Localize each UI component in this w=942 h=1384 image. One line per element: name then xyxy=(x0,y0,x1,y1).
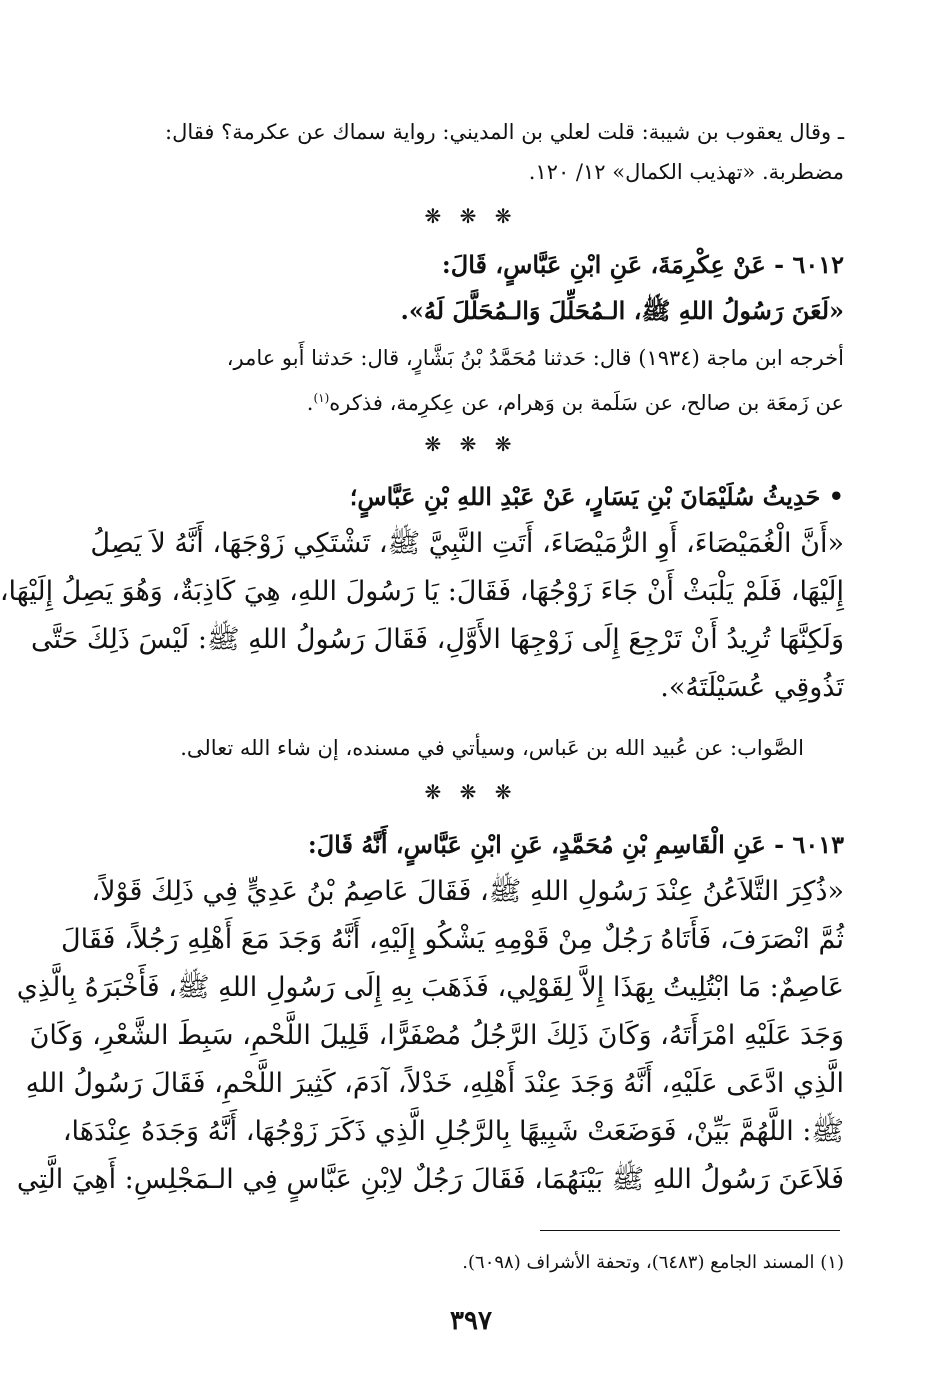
hadith-6013-line-1: «ذُكِرَ التَّلاَعُنُ عِنْدَ رَسُولِ اللهِ ﷺ، فَقَالَ عَاصِمُ بْنُ عَدِيٍّ فِي ذَلِكَ قَوْلاً، xyxy=(91,876,844,907)
intro-note-line-1: ـ وقال يعقوب بن شيبة: قلت لعلي بن المديني: رواية سماك عن عكرمة؟ فقال: xyxy=(165,120,844,144)
footnote-divider xyxy=(540,1230,840,1231)
hadith-6013-line-2: ثُمَّ انْصَرَفَ، فَأَتَاهُ رَجُلٌ مِنْ قَوْمِهِ يَشْكُو إِلَيْهِ، أَنَّهُ وَجَدَ مَعَ أَهْلِهِ رَجُلاً، فَقَالَ xyxy=(61,924,844,955)
hadith-6012-takhrij xyxy=(100,338,844,423)
hadith-6013-line-6: ﷺ: اللَّهُمَّ بَيِّنْ، فَوَضَعَتْ شَبِيهًا بِالرَّجُلِ الَّذِي ذَكَرَ زَوْجُهَا، أَنَّهُ وَجَدَهُ عِنْدَهَا، xyxy=(62,1116,844,1147)
hadith-6012-heading: ٦٠١٢ - عَنْ عِكْرِمَةَ، عَنِ ابْنِ عَبَّاسٍ، قَالَ: xyxy=(441,250,844,279)
footnote: (١) المسند الجامع (٦٤٨٣)، وتحفة الأشراف (٦٠٩٨). xyxy=(462,1252,844,1273)
sulayman-hadith xyxy=(0,474,844,712)
section-separator-1: ❋ ❋ ❋ xyxy=(424,204,518,228)
section-separator-2: ❋ ❋ ❋ xyxy=(424,432,518,456)
hadith-6013-line-5: الَّذِي ادَّعَى عَلَيْهِ، أَنَّهُ وَجَدَ عِنْدَ أَهْلِهِ، خَدْلاً، آدَمَ، كَثِيرَ اللَّحْمِ، فَقَالَ رَسُولُ اللهِ xyxy=(25,1068,844,1099)
hadith-6012 xyxy=(100,242,844,334)
hadith-6013-heading: ٦٠١٣ - عَنِ الْقَاسِمِ بْنِ مُحَمَّدٍ، عَنِ ابْنِ عَبَّاسٍ، أَنَّهُ قَالَ: xyxy=(307,830,844,859)
hadith-6013-line-3: عَاصِمٌ: مَا ابْتُلِيتُ بِهَذَا إِلاَّ لِقَوْلِي، فَذَهَبَ بِهِ إِلَى رَسُولِ اللهِ ﷺ، فَأَخْبَرَهُ بِالَّذِي xyxy=(16,972,844,1003)
intro-note xyxy=(100,112,844,192)
sulayman-heading: • حَدِيثُ سُلَيْمَانَ بْنِ يَسَارٍ، عَنْ عَبْدِ اللهِ بْنِ عَبَّاسٍ؛ xyxy=(349,482,844,511)
sulayman-line-2: إِلَيْهَا، فَلَمْ يَلْبَثْ أَنْ جَاءَ زَوْجُهَا، فَقَالَ: يَا رَسُولَ اللهِ، هِيَ كَاذِبَةٌ، وَهُوَ يَصِلُ إِلَيْهَا، xyxy=(0,576,844,607)
page-number: ٣٩٧ xyxy=(450,1306,492,1336)
sulayman-line-4: تَذُوقِي عُسَيْلَتَهُ». xyxy=(660,672,844,703)
footnote-reference: (١) xyxy=(313,391,330,405)
correction-note xyxy=(100,728,844,768)
hadith-6013-line-7: فَلاَعَنَ رَسُولُ اللهِ ﷺ بَيْنَهُمَا، فَقَالَ رَجُلٌ لاِبْنِ عَبَّاسٍ فِي الـمَجْلِسِ: أَهِيَ الَّتِي xyxy=(16,1164,844,1195)
intro-note-line-2: مضطربة. «تهذيب الكمال» ١٢/ ١٢٠. xyxy=(528,160,844,184)
hadith-6013 xyxy=(16,822,844,1204)
correction-line: الصَّواب: عن عُبيد الله بن عَباس، وسيأتي في مسنده، إن شاء الله تعالى. xyxy=(180,736,804,760)
takhrij-line-2: عن زَمعَة بن صالح، عن سَلَمة بن وَهرام، عن عِكرِمة، فذكره$^{(١)}$. xyxy=(306,391,844,415)
hadith-6013-line-4: وَجَدَ عَلَيْهِ امْرَأَتَهُ، وَكَانَ ذَلِكَ الرَّجُلُ مُصْفَرًّا، قَلِيلَ اللَّحْمِ، سَبِطَ الشَّعْرِ، وَكَانَ xyxy=(29,1020,844,1051)
takhrij-line-1: أخرجه ابن ماجة (١٩٣٤) قال: حَدثنا مُحَمَّدُ بْنُ بَشَّارٍ، قال: حَدثنا أَبو عامر، xyxy=(226,346,844,370)
hadith-6012-text: «لَعَنَ رَسُولُ اللهِ ﷺ، الـمُحَلِّلَ وَالـمُحَلَّلَ لَهُ». xyxy=(400,296,844,325)
section-separator-3: ❋ ❋ ❋ xyxy=(424,780,518,804)
takhrij-line-2-text: عن زَمعَة بن صالح، عن سَلَمة بن وَهرام، عن عِكرِمة، فذكره xyxy=(329,391,844,415)
sulayman-line-1: «أَنَّ الْغُمَيْصَاءَ، أَوِ الرُّمَيْصَاءَ، أَتَتِ النَّبِيَّ ﷺ، تَشْتَكِي زَوْجَهَا، أَنَّهُ لاَ يَصِلُ xyxy=(90,528,844,559)
sulayman-line-3: وَلَكِنَّهَا تُرِيدُ أَنْ تَرْجِعَ إِلَى زَوْجِهَا الأَوَّلِ، فَقَالَ رَسُولُ اللهِ ﷺ: لَيْسَ ذَلِكَ حَتَّى xyxy=(30,624,844,655)
